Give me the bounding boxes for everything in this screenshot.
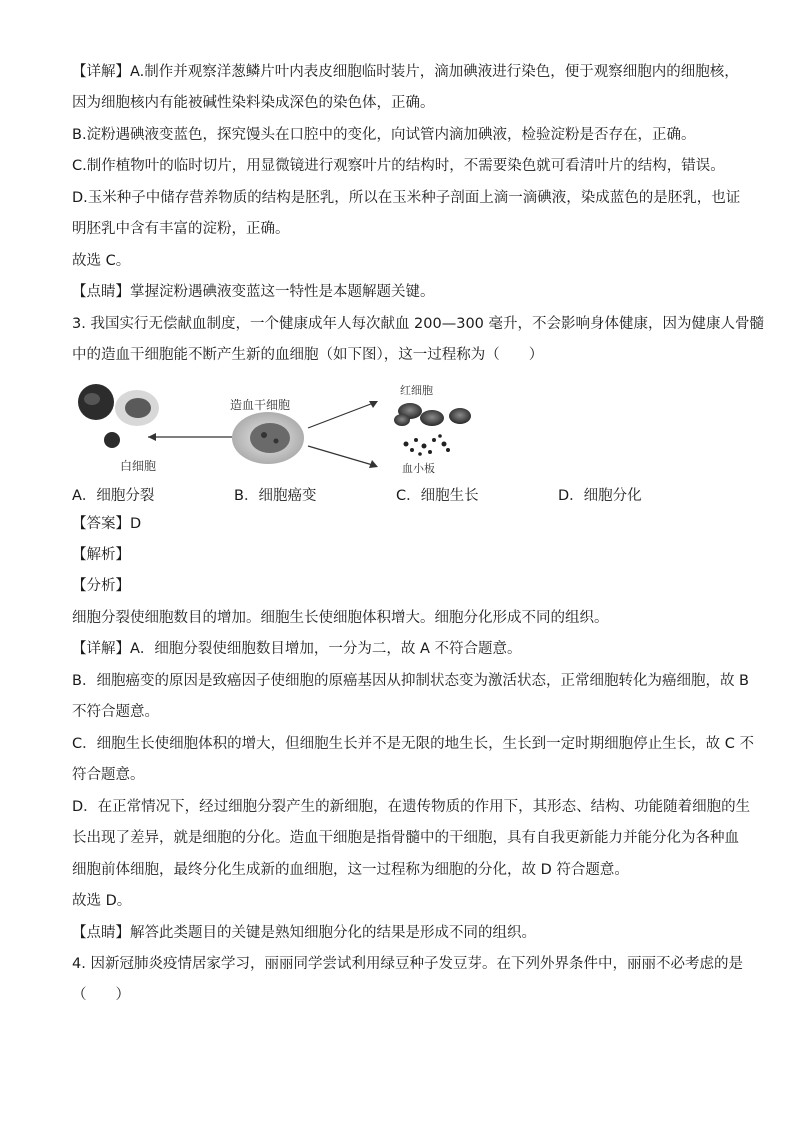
text-line: 符合题意。 xyxy=(72,767,145,783)
analysis-head: 【分析】 xyxy=(72,578,130,594)
text-line: 【点睛】解答此类题目的关键是熟知细胞分化的结果是形成不同的组织。 xyxy=(72,925,536,941)
text-line: 故选 D。 xyxy=(72,893,132,909)
text-line: D．在正常情况下，经过细胞分裂产生的新细胞，在遗传物质的作用下，其形态、结构、功能随着细胞的生 xyxy=(72,799,751,815)
stem-cell-label: 造血干细胞 xyxy=(230,398,291,412)
question-3-line: 中的造血干细胞能不断产生新的血细胞（如下图），这一过程称为（ ） xyxy=(72,347,544,363)
text-line: C．细胞生长使细胞体积的增大，但细胞生长并不是无限的地生长，生长到一定时期细胞停止生长，故 C 不 xyxy=(72,736,754,752)
text-line: 因为细胞核内有能被碱性染料染成深色的染色体，正确。 xyxy=(72,95,435,111)
text-line: C.制作植物叶的临时切片，用显微镜进行观察叶片的结构时，不需要染色就可看清叶片的结构，错误。 xyxy=(72,158,725,174)
text-line: 【详解】A．细胞分裂使细胞数目增加，一分为二，故 A 不符合题意。 xyxy=(72,641,522,657)
text-line: 长出现了差异，就是细胞的分化。造血干细胞是指骨髓中的干细胞，具有自我更新能力并能分化为各种血 xyxy=(72,830,739,846)
answer-line: 【答案】D xyxy=(72,516,142,532)
text-line: 不符合题意。 xyxy=(72,704,159,720)
question-4-line: （ ） xyxy=(72,987,130,1003)
text-line: 明胚乳中含有丰富的淀粉，正确。 xyxy=(72,221,290,237)
text-line: 故选 C。 xyxy=(72,253,131,269)
option-b: B．细胞癌变 xyxy=(234,488,317,504)
white-cell-group xyxy=(78,384,159,448)
option-d: D．细胞分化 xyxy=(558,488,642,504)
answer-options xyxy=(72,484,732,504)
stem-cell xyxy=(232,412,304,464)
analysis-head: 【解析】 xyxy=(72,547,130,563)
text-line: B．细胞癌变的原因是致癌因子使细胞的原癌基因从抑制状态变为激活状态，正常细胞转化为癌细胞，故 B xyxy=(72,673,749,689)
text-line: B.淀粉遇碘液变蓝色，探究馒头在口腔中的变化，向试管内滴加碘液，检验淀粉是否存在，正确。 xyxy=(72,127,696,143)
option-a: A．细胞分裂 xyxy=(72,488,155,504)
option-c: C．细胞生长 xyxy=(396,488,479,504)
red-cell-label: 红细胞 xyxy=(400,384,433,397)
text-line: 【详解】A.制作并观察洋葱鳞片叶内表皮细胞临时装片，滴加碘液进行染色，便于观察细胞内的细胞核， xyxy=(72,64,739,80)
text-line: 【点睛】掌握淀粉遇碘液变蓝这一特性是本题解题关键。 xyxy=(72,284,435,300)
platelet-group xyxy=(404,434,451,456)
white-cell-label: 白细胞 xyxy=(120,459,157,473)
question-3-line: 3. 我国实行无偿献血制度，一个健康成年人每次献血 200—300 毫升，不会影响身体健康，因为健康人骨髓 xyxy=(72,316,765,332)
text-line: 细胞前体细胞，最终分化生成新的血细胞，这一过程称为细胞的分化，故 D 符合题意。 xyxy=(72,862,629,878)
arrow-to-platelets xyxy=(308,446,376,466)
text-line: 细胞分裂使细胞数目的增加。细胞生长使细胞体积增大。细胞分化形成不同的组织。 xyxy=(72,610,609,626)
arrow-to-red-cells xyxy=(308,402,376,428)
blood-cell-differentiation-figure xyxy=(72,380,472,475)
question-4-line: 4. 因新冠肺炎疫情居家学习，丽丽同学尝试利用绿豆种子发豆芽。在下列外界条件中，丽丽不必考虑的是 xyxy=(72,956,743,972)
platelet-label: 血小板 xyxy=(402,462,435,475)
red-cell-group xyxy=(394,403,471,426)
text-line: D.玉米种子中储存营养物质的结构是胚乳，所以在玉米种子剖面上滴一滴碘液，染成蓝色的是胚乳，也证 xyxy=(72,190,741,206)
